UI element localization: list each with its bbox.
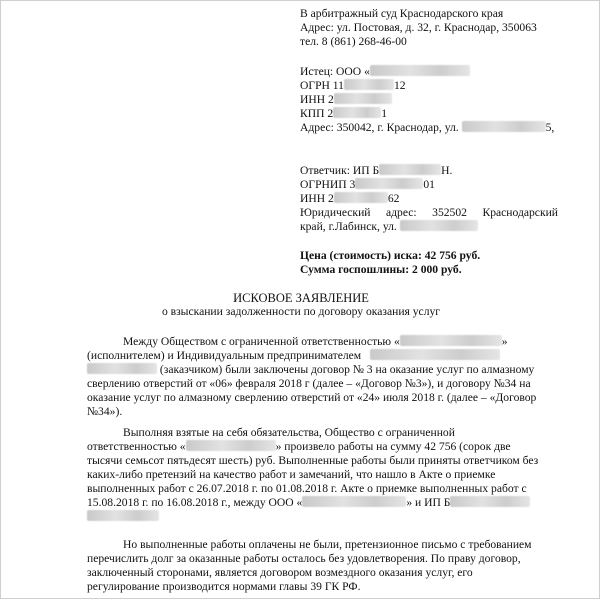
redacted-block xyxy=(87,510,159,521)
paragraph-line xyxy=(87,496,557,510)
defendant-inn xyxy=(300,192,399,206)
p2-text: ответственностью « xyxy=(87,440,186,453)
paragraph-line: каких-либо претензий на качество работ и замечаний, что нашло в Акте о приемке xyxy=(87,468,496,481)
defendant-name-tail: Н. xyxy=(441,164,453,177)
paragraph-line xyxy=(87,349,557,363)
defendant-ogrnip-label: ОГРНИП 3 xyxy=(300,178,356,191)
redacted-block xyxy=(186,440,276,451)
p2-text: » произвело работы на сумму 42 756 (сорок две xyxy=(275,440,511,453)
paragraph-line xyxy=(123,335,557,349)
redacted-block xyxy=(400,220,478,231)
redacted-block xyxy=(379,164,441,175)
paragraph-line: Выполняя взятые на себя обязательства, Общество с ограниченной xyxy=(123,426,455,439)
paragraph-line xyxy=(87,440,557,454)
p1-text: Между Обществом с ограниченной ответственностью « xyxy=(123,335,400,348)
plaintiff-address-label: Адрес: 350042, г. Краснодар, ул. xyxy=(300,121,459,134)
redacted-block xyxy=(370,65,470,76)
defendant-legal-address-label: край, г.Лабинск, ул. xyxy=(300,220,397,233)
p2-text: » и ИП Б xyxy=(406,496,451,509)
paragraph-line: Но выполненные работы оплачены не были, претензионное письмо с требованием xyxy=(123,538,532,551)
plaintiff-kpp xyxy=(300,107,387,121)
court-address: Адрес: ул. Постовая, д. 32, г. Краснодар, 350063 xyxy=(300,21,537,34)
p1-text: (исполнителем) и Индивидуальным предпринимателем xyxy=(87,349,362,362)
redacted-block xyxy=(87,363,157,374)
document-title: ИСКОВОЕ ЗАЯВЛЕНИЕ xyxy=(233,291,369,305)
defendant-legal-address-2 xyxy=(300,220,478,234)
defendant-name-label: Ответчик: ИП Б xyxy=(300,164,380,177)
paragraph-line xyxy=(87,510,557,524)
paragraph-line: регулирование производится нормами главы 39 ГК РФ. xyxy=(87,580,361,593)
p1-text: (заказчиком) были заключены договор № 3 на оказание услуг по алмазному xyxy=(159,363,535,376)
plaintiff-kpp-tail: 1 xyxy=(381,107,387,120)
redacted-block xyxy=(333,107,381,118)
redacted-block xyxy=(334,93,392,104)
defendant-name xyxy=(300,164,452,178)
paragraph-line: выполненных работ с 26.07.2018 г. по 01.08.2018 г. Акте о приемке выполненных работ с xyxy=(87,482,527,495)
redacted-block xyxy=(355,178,423,189)
defendant-inn-label: ИНН 2 xyxy=(300,192,334,205)
claim-price: Цена (стоимость) иска: 42 756 руб. xyxy=(300,249,481,262)
plaintiff-ogrn xyxy=(300,79,406,93)
paragraph-line xyxy=(87,363,557,377)
paragraph-line: оказание услуг по алмазному сверлению отверстий от «24» июля 2018 г. (далее – «Договор xyxy=(87,391,537,404)
redacted-block xyxy=(462,121,546,132)
paragraph-line: №34»). xyxy=(87,405,123,418)
paragraph-line: тысячи семьсот пятьдесят шесть) руб. Выполненные работы были приняты ответчиком без xyxy=(87,454,539,467)
redacted-block xyxy=(334,192,388,203)
defendant-ogrnip-tail: 01 xyxy=(423,178,435,191)
claim-fee: Сумма госпошлины: 2 000 руб. xyxy=(300,263,462,276)
defendant-ogrnip xyxy=(300,178,435,192)
document-subtitle: о взыскании задолженности по договору оказания услуг xyxy=(161,305,441,318)
plaintiff-kpp-label: КПП 2 xyxy=(300,107,334,120)
p1-text: » xyxy=(501,335,508,348)
redacted-block xyxy=(400,335,502,346)
plaintiff-address-tail: 5, xyxy=(545,121,555,134)
paragraph-line: перечислить долг за оказанные работы осталось без удовлетворения. По праву договор, xyxy=(87,552,521,565)
p2-text: 15.08.2018 г. по 16.08.2018 г., между ООО « xyxy=(87,496,303,509)
plaintiff-name-label: Истец: ООО « xyxy=(300,65,370,78)
plaintiff-address xyxy=(300,121,554,135)
plaintiff-name xyxy=(300,65,470,79)
plaintiff-ogrn-tail: 12 xyxy=(393,79,406,92)
plaintiff-ogrn-label: ОГРН 11 xyxy=(300,79,344,92)
redacted-block xyxy=(344,79,394,90)
plaintiff-inn-label: ИНН 2 xyxy=(300,93,334,106)
redacted-block xyxy=(370,349,500,360)
court-phone: тел. 8 (861) 268-46-00 xyxy=(300,35,407,48)
paragraph-line: заключенный сторонами, является договором возмездного оказания услуг, его xyxy=(87,566,473,579)
court-name: В арбитражный суд Краснодарского края xyxy=(300,7,504,20)
plaintiff-inn xyxy=(300,93,392,107)
redacted-block xyxy=(302,496,406,507)
defendant-legal-address-1: Юридический адрес: 352502 Краснодарский xyxy=(300,206,558,219)
redacted-block xyxy=(450,496,530,507)
paragraph-line: сверлению отверстий от «06» февраля 2018 г (далее – «Договор №3»), и договору №34 на xyxy=(87,377,531,390)
defendant-inn-tail: 62 xyxy=(387,192,400,205)
